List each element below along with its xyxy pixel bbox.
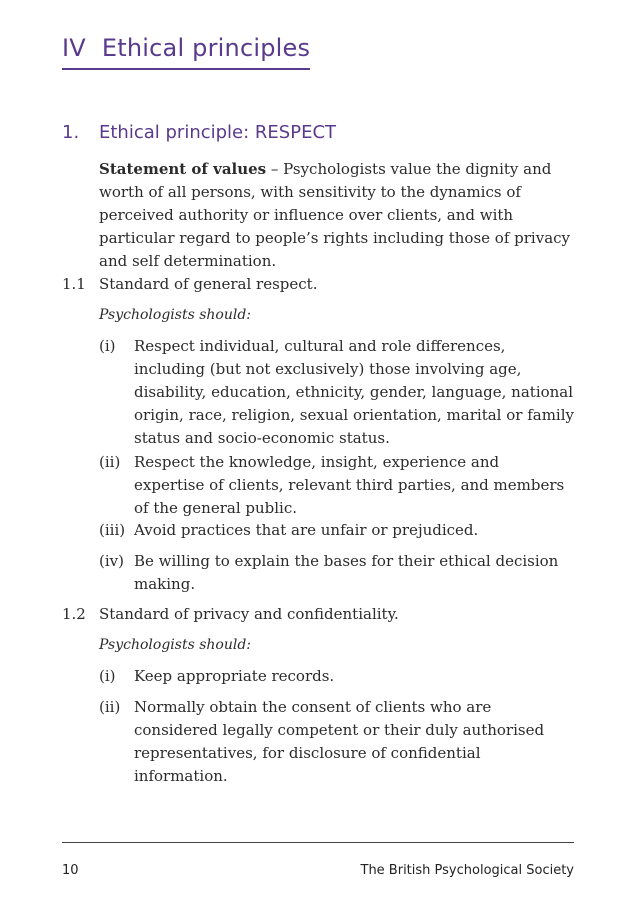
item-marker: (i) xyxy=(99,337,116,355)
item-text: Respect the knowledge, insight, experience and expertise of clients, relevant third parties, and members of the general public. xyxy=(134,453,565,517)
item-text: Be willing to explain the bases for their ethical decision making. xyxy=(134,552,559,593)
section-number: 1.1 xyxy=(62,275,86,293)
item-text: Avoid practices that are unfair or prejudiced. xyxy=(134,521,479,539)
statement-text: – Psychologists value the dignity and worth of all persons, with sensitivity to the dynamics of perceived authority or influence over clients, and with particular regard to people’s rights including those of privacy and self determination. xyxy=(99,160,571,270)
section-heading xyxy=(62,603,574,626)
publisher-name: The British Psychological Society xyxy=(360,863,574,878)
statement-label: Statement of values xyxy=(99,160,267,178)
principle-title: Ethical principle: RESPECT xyxy=(99,122,337,143)
principle-heading xyxy=(62,122,336,143)
item-marker: (i) xyxy=(99,667,116,685)
list-item xyxy=(99,696,574,788)
chapter-title: Ethical principles xyxy=(101,34,311,62)
section-number: 1.2 xyxy=(62,605,86,623)
item-marker: (ii) xyxy=(99,453,121,471)
principle-number: 1. xyxy=(62,122,80,143)
section-title: Standard of privacy and confidentiality. xyxy=(99,605,399,623)
list-item xyxy=(99,335,574,450)
chapter-heading xyxy=(62,34,310,70)
section-lead: Psychologists should: xyxy=(99,307,252,323)
item-text: Respect individual, cultural and role differences, including (but not exclusively) those involving age, disability, education, ethnicity, gender, language, national origin, race, religion, sexual orientation, marital or family status and socio-economic status. xyxy=(134,337,574,447)
list-item xyxy=(99,665,574,688)
item-text: Keep appropriate records. xyxy=(134,667,335,685)
item-marker: (ii) xyxy=(99,698,121,716)
statement-of-values xyxy=(99,158,574,273)
list-item xyxy=(99,519,574,542)
item-text: Normally obtain the consent of clients who are considered legally competent or their duly authorised representatives, for disclosure of confidential information. xyxy=(134,698,545,785)
list-item xyxy=(99,550,574,596)
item-marker: (iv) xyxy=(99,552,124,570)
list-item xyxy=(99,451,574,520)
section-lead: Psychologists should: xyxy=(99,637,252,653)
section-heading xyxy=(62,273,574,296)
item-marker: (iii) xyxy=(99,521,126,539)
section-title: Standard of general respect. xyxy=(99,275,318,293)
page-number: 10 xyxy=(62,863,79,878)
chapter-number: IV xyxy=(62,34,86,62)
footer-divider xyxy=(62,842,574,843)
